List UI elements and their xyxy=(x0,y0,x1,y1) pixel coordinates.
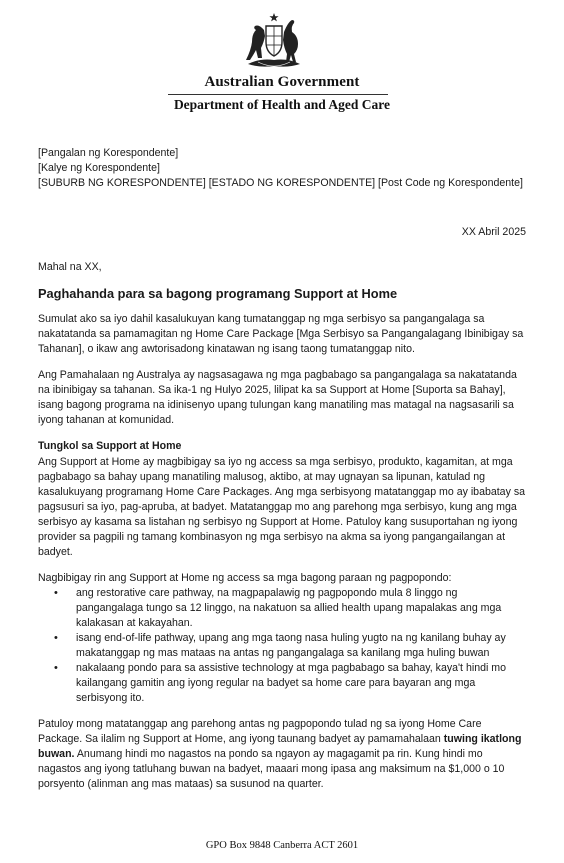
department-name: Department of Health and Aged Care xyxy=(173,97,391,112)
address-line-name: [Pangalan ng Korespondente] xyxy=(38,147,179,159)
funding-list xyxy=(38,586,526,706)
list-item-text: isang end-of-life pathway, upang ang mga taong nasa huling yugto na ng kanilang buhay ay makatanggap ng mas mataas na antas ng pangangalaga sa kanilang mga huling buwan xyxy=(76,632,506,659)
footer-address: GPO Box 9848 Canberra ACT 2601 xyxy=(205,840,359,851)
correspondent-address xyxy=(38,146,526,191)
paragraph-intro: Sumulat ako sa iyo dahil kasalukuyan kang tumatanggap ng mga serbisyo sa pangangalaga sa nakatatanda sa pamamagitan ng Home Care Package [Mga Serbisyo sa Pangangalagang Ibinibigay sa Tahanan], o ikaw ang awtorisadong kinatawan ng isang taong tumatanggap nito. xyxy=(38,313,524,355)
paragraph-funding-intro: Nagbibigay rin ang Support at Home ng access sa mga bagong paraan ng pagpopondo: xyxy=(38,572,452,584)
address-line-street: [Kalye ng Korespondente] xyxy=(38,162,160,174)
letter-date: XX Abril 2025 xyxy=(461,226,526,238)
list-item xyxy=(54,631,526,661)
address-line-locality: [SUBURB NG KORESPONDENTE] [ESTADO NG KORESPONDENTE] [Post Code ng Korespondente] xyxy=(38,177,523,189)
government-name: Australian Government xyxy=(204,74,360,90)
budget-text-a: Patuloy mong matatanggap ang parehong antas ng pagpopondo tulad ng sa iyong Home Care Package. Sa ilalim ng Support at Home, ang iyong taunang badyet ay pamamahalaan xyxy=(38,718,482,745)
section-heading: Tungkol sa Support at Home xyxy=(38,440,182,452)
letter-body xyxy=(38,146,526,792)
coat-of-arms-icon xyxy=(240,12,308,72)
bullet-icon: • xyxy=(54,632,58,644)
paragraph-about: Ang Support at Home ay magbibigay sa iyo ng access sa mga serbisyo, produkto, kagamitan, at mga pagbabago sa bahay upang manatiling malusog, aktibo, at may ugnayan sa lipunan, katulad ng kasalukuyang programang Home Care Packages. Ang mga serbisyong matatanggap mo ay ibabatay sa pagsusuri sa iyo, pag-apruba, at badyet. Matatanggap mo ang parehong mga serbisyo, kung ang mga serbisyo ay kasama sa listahan ng serbisyo ng Support at Home. Patuloy kang susuportahan ng iyong provider sa pagpili ng tamang kombinasyon ng mga serbisyo na akma sa iyong pangangailangan at badyet. xyxy=(38,456,526,558)
bullet-icon: • xyxy=(54,587,58,599)
paragraph-changes: Ang Pamahalaan ng Australya ay nagsasagawa ng mga pagbabago sa pangangalaga sa nakatatanda na ibinibigay sa tahanan. Sa ika-1 ng Hulyo 2025, lilipat ka sa Support at Home [Suporta sa Bahay], isang bagong programa na idinisenyo upang tulungan kang manatiling mas matagal na nagsasarili sa iyong tahanan at komunidad. xyxy=(38,369,517,426)
list-item xyxy=(54,586,526,631)
paragraph-budget xyxy=(38,717,526,792)
budget-text-b: Anumang hindi mo nagastos na pondo sa ngayon ay magagamit pa rin. Kung hindi mo nagastos ang iyong tatluhang buwan na badyet, maaari mong ipasa ang maksimum na $1,000 o 10 porsyento (alinman ang mas mataas) sa susunod na quarter. xyxy=(38,748,505,790)
budget-text-bold: tuwing ikatlong buwan. xyxy=(38,733,522,760)
list-item-text: nakalaang pondo para sa assistive technology at mga pagbabago sa bahay, kaya't hindi mo kailangang gamitin ang iyong regular na badyet sa home care para bayaran ang mga serbisyong ito. xyxy=(76,662,506,704)
bullet-icon: • xyxy=(54,662,58,674)
salutation: Mahal na XX, xyxy=(38,261,102,273)
header-divider xyxy=(168,94,388,95)
list-item xyxy=(54,661,526,706)
letter-subject: Paghahanda para sa bagong programang Support at Home xyxy=(38,286,398,301)
list-item-text: ang restorative care pathway, na magpapalawig ng pagpopondo mula 8 linggo ng pangangalaga tungo sa 12 linggo, na nakatuon sa allied health upang mapalakas ang mga kalakasan at kakayahan. xyxy=(76,587,502,629)
